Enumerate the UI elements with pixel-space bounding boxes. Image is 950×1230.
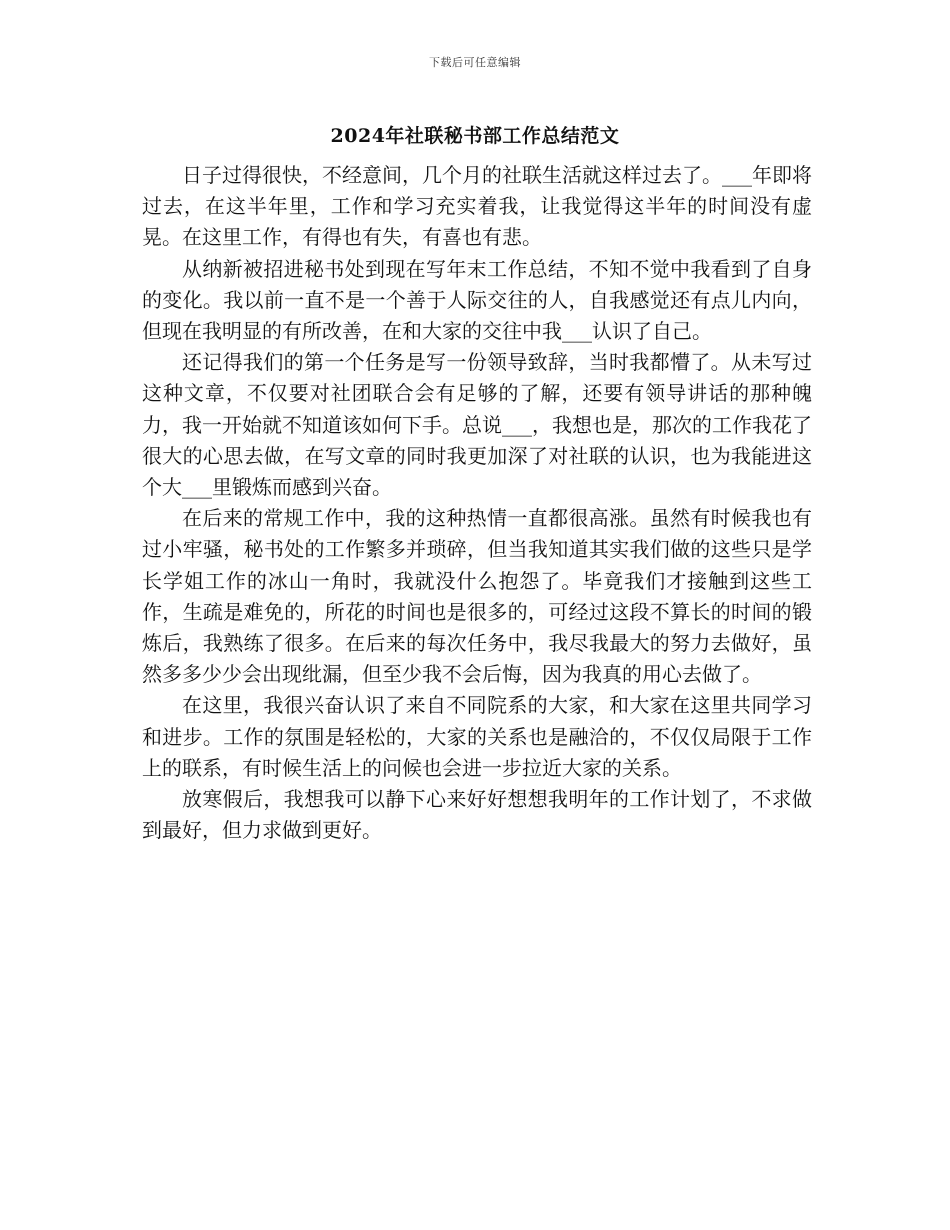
paragraph-1: 日子过得很快，不经意间，几个月的社联生活就这样过去了。___年即将过去，在这半年里，工作和学习充实着我，让我觉得这半年的时间没有虚晃。在这里工作，有得也有失，有喜也有悲。 — [142, 163, 812, 250]
page-header-note: 下载后可任意编辑 — [429, 56, 521, 69]
paragraph-3: 还记得我们的第一个任务是写一份领导致辞，当时我都懵了。从未写过这种文章，不仅要对社团联合会有足够的了解，还要有领导讲话的那种魄力，我一开始就不知道该如何下手。总说___，我想也是，那次的工作我花了很大的心思去做，在写文章的同时我更加深了对社联的认识，也为我能进这个大___里锻炼而感到兴奋。 — [142, 350, 812, 500]
paragraph-2: 从纳新被招进秘书处到现在写年末工作总结，不知不觉中我看到了自身的变化。我以前一直不是一个善于人际交往的人，自我感觉还有点儿内向，但现在我明显的有所改善，在和大家的交往中我___认识了自己。 — [142, 256, 812, 344]
paragraph-6: 放寒假后，我想我可以静下心来好好想想我明年的工作计划了，不求做到最好，但力求做到更好。 — [142, 787, 812, 843]
paragraph-4: 在后来的常规工作中，我的这种热情一直都很高涨。虽然有时候我也有过小牢骚，秘书处的工作繁多并琐碎，但当我知道其实我们做的这些只是学长学姐工作的冰山一角时，我就没什么抱怨了。毕竟我们才接触到这些工作，生疏是难免的，所花的时间也是很多的，可经过这段不算长的时间的锻炼后，我熟练了很多。在后来的每次任务中，我尽我最大的努力去做好，虽然多多少少会出现纰漏，但至少我不会后悔，因为我真的用心去做了。 — [142, 506, 812, 687]
document-title: 2024年社联秘书部工作总结范文 — [330, 125, 620, 147]
document-body — [142, 160, 812, 846]
paragraph-5: 在这里，我很兴奋认识了来自不同院系的大家，和大家在这里共同学习和进步。工作的氛围是轻松的，大家的关系也是融洽的，不仅仅局限于工作上的联系，有时候生活上的问候也会进一步拉近大家的关系。 — [142, 693, 812, 780]
